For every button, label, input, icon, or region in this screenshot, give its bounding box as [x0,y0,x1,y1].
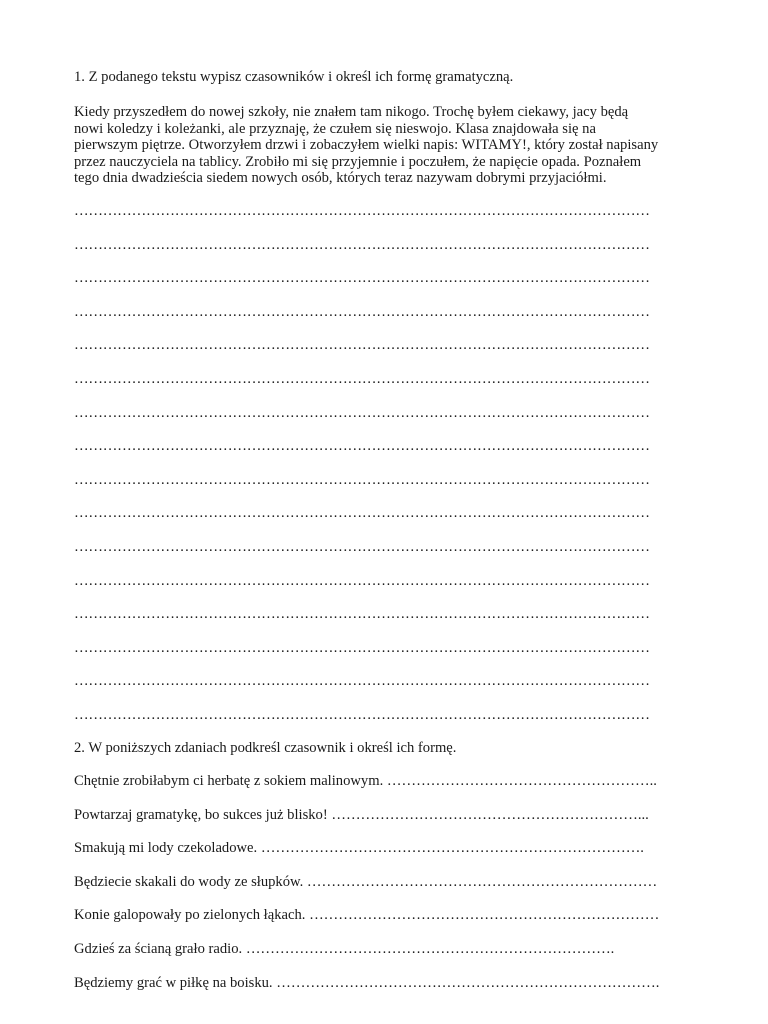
answer-line[interactable]: ………………………………………………………………………………………………………… [74,706,650,723]
answer-line[interactable]: ………………………………………………………………………………………………………… [74,203,650,219]
task-1-title: 1. Z podanego tekstu wypisz czasowników i określ ich formę gramatyczną. [74,69,514,85]
text-line: Kiedy przyszedłem do nowej szkoły, nie znałem tam nikogo. Trochę byłem ciekawy, jacy będą [74,104,629,120]
answer-line[interactable]: ………………………………………………………………………………………………………… [74,538,650,555]
answer-line[interactable]: ………………………………………………………………………………………………………… [74,270,650,287]
sentence-text: Powtarzaj gramatykę, bo sukces już blisko! [74,806,328,823]
answer-line[interactable]: ………………………………………………………………………………………………………… [74,438,650,455]
answer-blank[interactable]: ………………………………………………………... [331,806,649,823]
answer-line[interactable]: ………………………………………………………………………………………………………… [74,337,650,354]
answer-blank[interactable]: ……………………………………………….. [386,773,657,789]
text-line: pierwszym piętrze. Otworzyłem drzwi i zobaczyłem wielki napis: WITAMY!, który został napisany [74,137,659,153]
task-2-title: 2. W poniższych zdaniach podkreśl czasownik i określ ich formę. [74,740,457,756]
sentence-row [74,773,704,807]
task-1-answer-lines [74,203,696,741]
sentence-row [74,840,704,874]
answer-line[interactable]: ………………………………………………………………………………………………………… [74,404,650,421]
worksheet-page [74,0,696,1024]
task-1-text [74,104,696,187]
sentence-text: Będziecie skakali do wody ze słupków. [74,873,304,890]
text-line: tego dnia dwadzieścia siedem nowych osób, których teraz nazywam dobrymi przyjaciółmi. [74,170,607,186]
sentence-row [74,907,704,941]
sentence-text: Gdzieś za ścianą grało radio. [74,940,243,957]
text-line: przez nauczyciela na tablicy. Zrobiło mi się przyjemnie i poczułem, że napięcie opada. Poznałem [74,153,642,170]
sentence-row [74,807,704,841]
sentence-text: Będziemy grać w piłkę na boisku. [74,974,273,991]
answer-line[interactable]: ………………………………………………………………………………………………………… [74,471,650,488]
text-line: nowi koledzy i koleżanki, ale przyznaję, że czułem się nieswojo. Klasa znajdowała się na [74,120,596,137]
answer-line[interactable]: ………………………………………………………………………………………………………… [74,370,650,387]
answer-line[interactable]: ………………………………………………………………………………………………………… [74,639,650,656]
sentence-row [74,975,704,1009]
sentence-text: Smakują mi lody czekoladowe. [74,840,258,857]
task-2-sentences [74,773,704,1008]
answer-blank[interactable]: ……………………………………………………………………. [260,840,644,857]
answer-blank[interactable]: ……………………………………………………………… [309,907,660,924]
sentence-row [74,941,704,975]
sentence-row [74,874,704,908]
answer-line[interactable]: ………………………………………………………………………………………………………… [74,606,650,623]
answer-blank[interactable]: ……………………………………………………………… [306,873,658,890]
answer-line[interactable]: ………………………………………………………………………………………………………… [74,505,650,522]
sentence-text: Chętnie zrobiłabym ci herbatę z sokiem malinowym. [74,773,384,789]
sentence-text: Konie galopowały po zielonych łąkach. [74,907,306,924]
answer-blank[interactable]: ……………………………………………………………………. [276,974,660,991]
answer-blank[interactable]: …………………………………………………………………. [245,940,615,957]
answer-line[interactable]: ………………………………………………………………………………………………………… [74,303,650,320]
answer-line[interactable]: ………………………………………………………………………………………………………… [74,673,650,690]
answer-line[interactable]: ………………………………………………………………………………………………………… [74,236,650,253]
answer-line[interactable]: ………………………………………………………………………………………………………… [74,572,650,589]
